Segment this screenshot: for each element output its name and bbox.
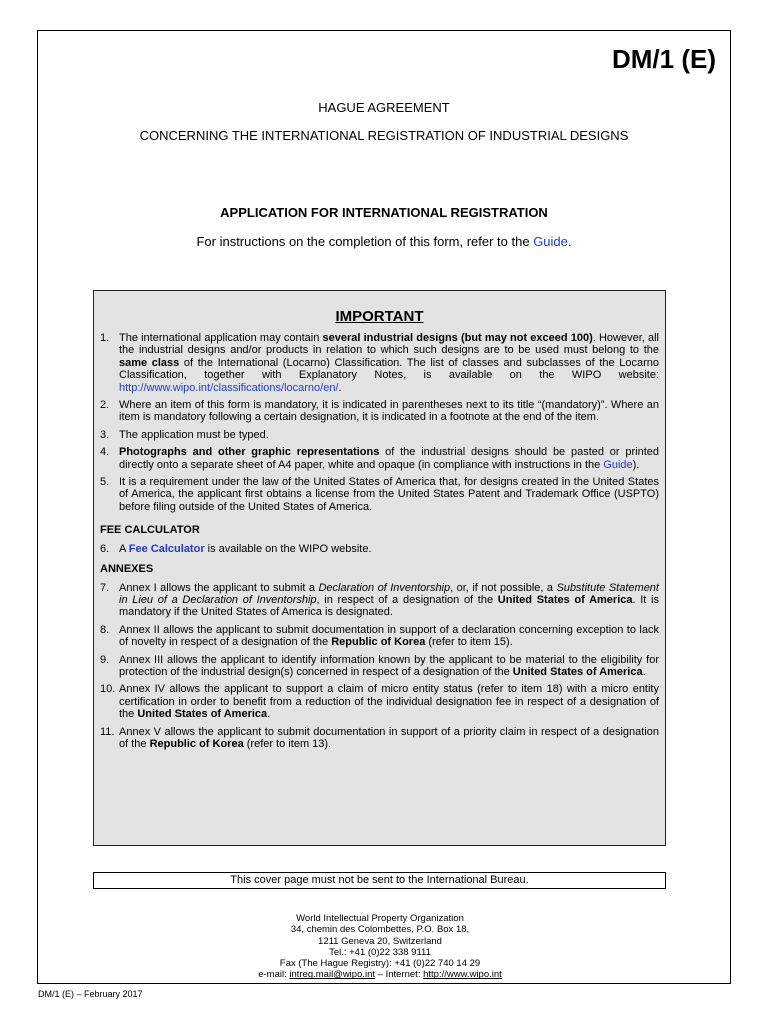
- item-number: 10.: [100, 683, 116, 696]
- item-text: ).: [632, 458, 640, 471]
- item-number: 1.: [100, 332, 110, 344]
- item-text: .: [267, 708, 271, 721]
- locarno-link[interactable]: http://www.wipo.int/classifications/locarno/en/: [119, 381, 339, 394]
- item-bold: same class: [119, 356, 180, 369]
- item-text: Where an item of this form is mandatory, it is indicated in parentheses next to its title “(mandatory)”. Where an item is mandatory following a certain designation, it is indicated in a footnote at the end of the item.: [119, 399, 659, 424]
- item-text: . However, all the industrial designs and/or products in relation to which such designs are to be used must belong to the: [119, 332, 660, 357]
- item-text: . It is mandatory if the United States of America is designated.: [119, 593, 659, 619]
- email-link[interactable]: intreg.mail@wipo.int: [289, 969, 376, 981]
- item-text: A: [119, 542, 129, 555]
- item-number: 7.: [100, 581, 110, 594]
- item-number: 5.: [100, 476, 110, 489]
- item-text: The international application may contain: [119, 332, 323, 344]
- item-bold: United States of America: [497, 593, 633, 606]
- item-italic: Declaration of Inventorship: [318, 581, 451, 594]
- item-bold: Republic of Korea: [149, 737, 244, 750]
- important-item-10: [100, 683, 659, 720]
- item-text: Annex V allows the applicant to submit documentation in support of a priority claim in respect of a designation of the: [119, 725, 659, 750]
- form-code: DM/1 (E): [612, 44, 716, 74]
- important-box: [93, 290, 666, 846]
- item-number: 6.: [100, 542, 110, 555]
- item-text: .: [642, 665, 646, 678]
- important-item-6: [100, 543, 659, 555]
- item-number: 3.: [100, 428, 110, 441]
- item-number: 9.: [100, 653, 110, 666]
- item-italic: Substitute Statement in Lieu of a Declaration of Inventorship: [119, 581, 659, 606]
- address-street: 34, chemin des Colombettes, P.O. Box 18,: [290, 924, 470, 936]
- guide-link[interactable]: Guide: [603, 458, 633, 471]
- item-text: of the industrial designs should be pasted or printed directly onto a separate sheet of A4 paper, white and opaque (in compliance with instructions in the: [119, 446, 660, 471]
- application-title: APPLICATION FOR INTERNATIONAL REGISTRATION: [220, 205, 548, 220]
- important-item-11: [100, 726, 659, 751]
- important-items: [100, 332, 659, 755]
- internet-label: – Internet:: [375, 969, 424, 981]
- page-footer: DM/1 (E) – February 2017: [38, 989, 143, 999]
- address-contact: [0, 969, 760, 980]
- item-text: It is a requirement under the law of the United States of America that, for designs created in the United States of America, the applicant first obtains a license from the United States Patent and Trademark Office (USPTO) before filing outside of the United States of America.: [119, 476, 659, 513]
- important-item-7: [100, 582, 659, 619]
- address-fax: Fax (The Hague Registry): +41 (0)22 740 14 29: [279, 958, 481, 970]
- item-number: 2.: [100, 399, 110, 412]
- agreement-subtitle: CONCERNING THE INTERNATIONAL REGISTRATION OF INDUSTRIAL DESIGNS: [139, 128, 629, 143]
- item-text: , or, if not possible, a: [450, 581, 557, 594]
- item-text: Annex I allows the applicant to submit a: [119, 581, 319, 594]
- item-text: The application must be typed.: [119, 428, 269, 441]
- guide-link[interactable]: Guide: [533, 234, 568, 249]
- item-number: 4.: [100, 446, 110, 459]
- item-text: (refer to item 15).: [425, 636, 513, 649]
- important-item-1: [100, 332, 659, 394]
- annexes-heading: ANNEXES: [100, 563, 154, 576]
- important-item-9: [100, 654, 659, 679]
- cover-page-note: This cover page must not be sent to the International Bureau.: [93, 872, 666, 889]
- item-bold: several industrial designs (but may not exceed 100): [322, 332, 593, 344]
- item-text: (refer to item 13).: [243, 737, 332, 750]
- important-title: IMPORTANT: [335, 308, 424, 325]
- item-text: , in respect of a designation of the: [316, 593, 498, 606]
- item-text: Annex IV allows the applicant to support a claim of micro entity status (refer to item 18) with a micro entity certification in order to benefit from a reduction of the individual designation fee in respect of a designation of the: [119, 683, 659, 721]
- item-text: .: [338, 381, 342, 394]
- address-org: World Intellectual Property Organization: [296, 913, 464, 924]
- address-city: 1211 Geneva 20, Switzerland: [318, 935, 442, 947]
- important-item-4: [100, 446, 659, 471]
- important-item-2: [100, 399, 659, 424]
- important-item-8: [100, 624, 659, 649]
- item-bold: Republic of Korea: [331, 636, 426, 649]
- item-number: 8.: [100, 623, 110, 636]
- important-item-5: [100, 476, 659, 513]
- wipo-address: [0, 913, 760, 981]
- internet-link[interactable]: http://www.wipo.int: [423, 969, 502, 981]
- item-bold: United States of America: [512, 665, 643, 678]
- instructions-line: [0, 234, 768, 249]
- instructions-text: For instructions on the completion of this form, refer to the: [196, 234, 534, 249]
- address-tel: Tel.: +41 (0)22 338 9111: [329, 946, 431, 958]
- fee-calculator-link[interactable]: Fee Calculator: [128, 542, 205, 555]
- agreement-title: HAGUE AGREEMENT: [318, 100, 450, 115]
- item-text: of the International (Locarno) Classification. The list of classes and subclasses of the Locarno Classification, together with Explanatory Notes, is available on the WIPO website:: [119, 356, 659, 382]
- item-bold: Photographs and other graphic representations: [119, 446, 380, 459]
- fee-calculator-heading: FEE CALCULATOR: [100, 524, 200, 537]
- item-text: Annex II allows the applicant to submit documentation in support of a declaration concerning exception to lack of novelty in respect of a designation of the: [119, 623, 659, 649]
- important-item-3: [100, 429, 659, 441]
- item-text: is available on the WIPO website.: [204, 542, 372, 555]
- email-label: e-mail:: [258, 969, 290, 981]
- instructions-end: .: [567, 234, 572, 249]
- item-number: 11.: [100, 725, 115, 738]
- item-text: Annex III allows the applicant to identify information known by the applicant to be material to the eligibility for protection of the industrial design(s) concerned in respect of a designation of the: [119, 653, 659, 678]
- item-bold: United States of America: [137, 708, 268, 721]
